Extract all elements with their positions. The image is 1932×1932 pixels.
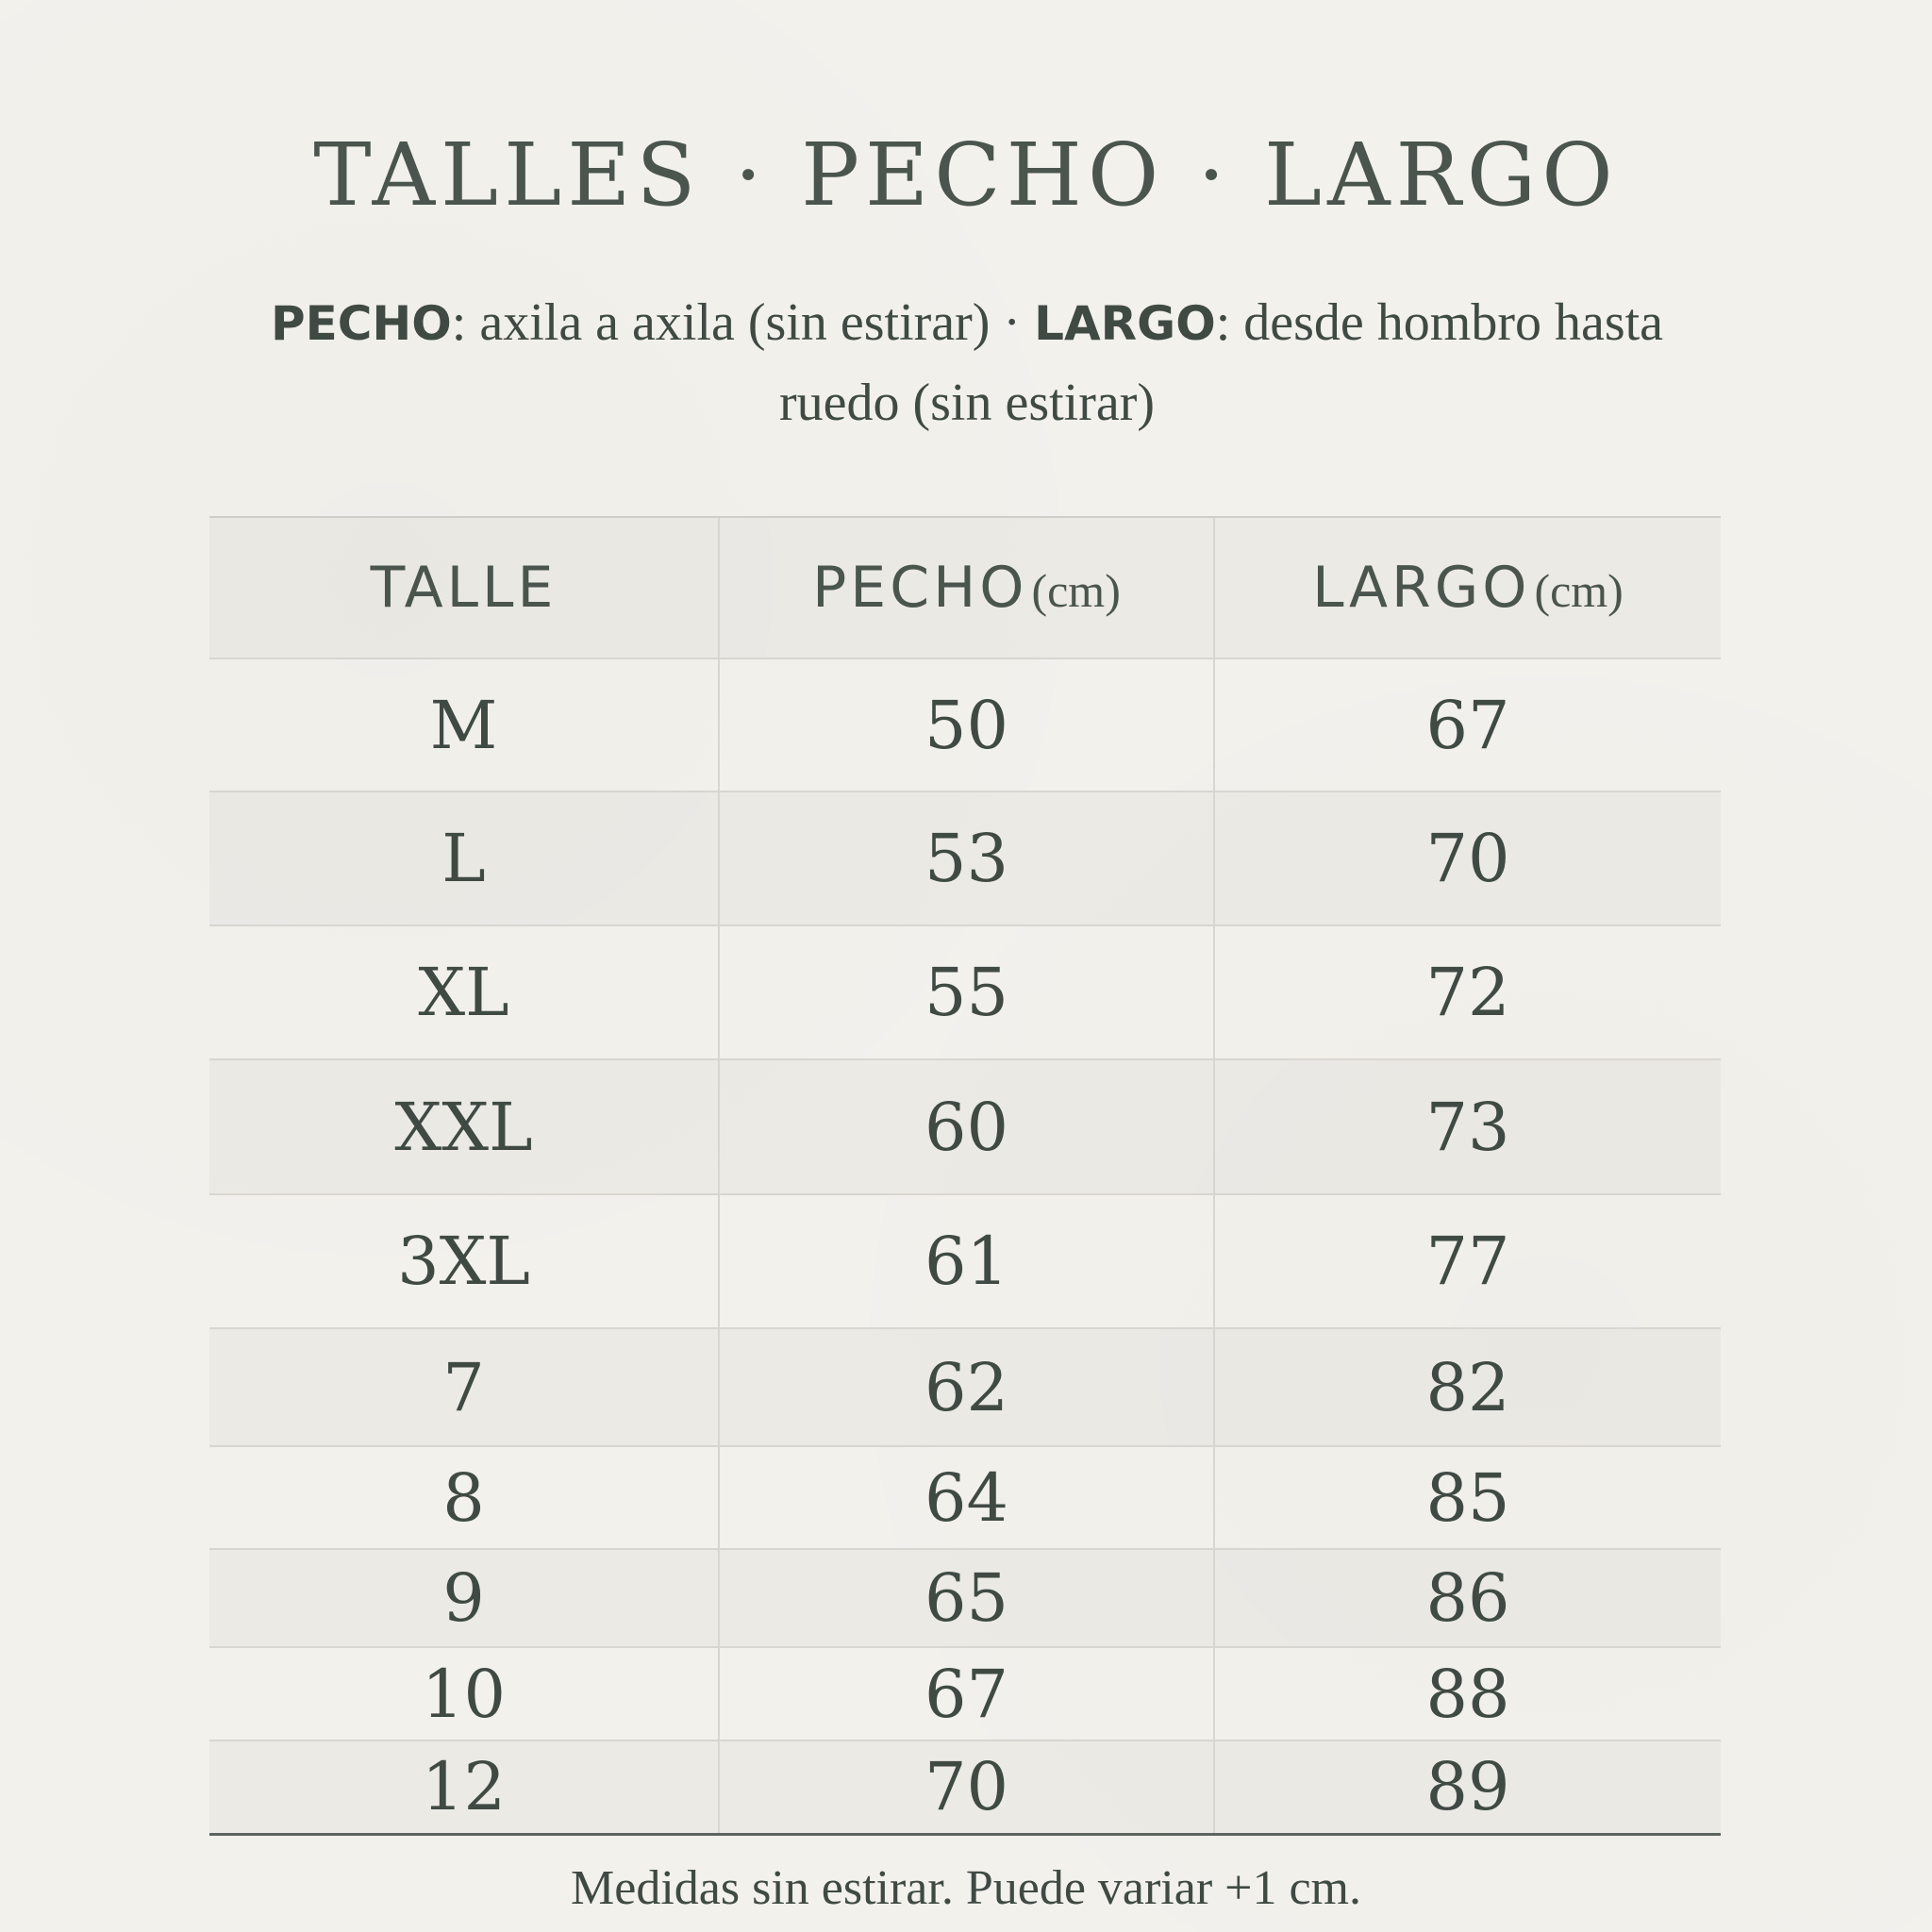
table-row bbox=[209, 925, 1721, 1059]
table-row bbox=[209, 658, 1721, 791]
pecho-cell: 60 bbox=[719, 1059, 1214, 1194]
table-header-row bbox=[209, 517, 1721, 658]
pecho-description: : axila a axila (sin estirar) · bbox=[451, 293, 1035, 352]
table-row bbox=[209, 1059, 1721, 1194]
largo-description: : desde hombro hasta ruedo (sin estirar) bbox=[778, 293, 1664, 432]
header-label: PECHO bbox=[812, 555, 1028, 621]
largo-cell: 86 bbox=[1214, 1549, 1721, 1647]
table-row bbox=[209, 1549, 1721, 1647]
largo-cell: 67 bbox=[1214, 658, 1721, 791]
header-label: TALLE bbox=[370, 555, 558, 621]
talle-cell: 3XL bbox=[209, 1194, 719, 1328]
pecho-cell: 53 bbox=[719, 791, 1214, 925]
largo-cell: 89 bbox=[1214, 1740, 1721, 1834]
largo-cell: 72 bbox=[1214, 925, 1721, 1059]
talle-cell: 8 bbox=[209, 1446, 719, 1549]
header-pecho bbox=[719, 517, 1214, 658]
pecho-cell: 50 bbox=[719, 658, 1214, 791]
header-label: LARGO bbox=[1312, 555, 1531, 621]
talle-cell: 7 bbox=[209, 1328, 719, 1446]
pecho-cell: 65 bbox=[719, 1549, 1214, 1647]
pecho-cell: 61 bbox=[719, 1194, 1214, 1328]
pecho-label: PECHO bbox=[270, 296, 452, 351]
pecho-cell: 62 bbox=[719, 1328, 1214, 1446]
talle-cell: L bbox=[209, 791, 719, 925]
measurement-description bbox=[236, 283, 1698, 442]
pecho-cell: 55 bbox=[719, 925, 1214, 1059]
page-title: TALLES · PECHO · LARGO bbox=[313, 125, 1619, 225]
largo-cell: 85 bbox=[1214, 1446, 1721, 1549]
largo-cell: 88 bbox=[1214, 1647, 1721, 1740]
table-row bbox=[209, 1647, 1721, 1740]
largo-label: LARGO bbox=[1034, 296, 1216, 351]
footnote: Medidas sin estirar. Puede variar +1 cm. bbox=[571, 1861, 1361, 1915]
talle-cell: 10 bbox=[209, 1647, 719, 1740]
table-row bbox=[209, 1194, 1721, 1328]
table-row bbox=[209, 1446, 1721, 1549]
largo-cell: 77 bbox=[1214, 1194, 1721, 1328]
talle-cell: 12 bbox=[209, 1740, 719, 1834]
talle-cell: XL bbox=[209, 925, 719, 1059]
pecho-cell: 64 bbox=[719, 1446, 1214, 1549]
table-row bbox=[209, 1740, 1721, 1834]
talle-cell: 9 bbox=[209, 1549, 719, 1647]
talle-cell: M bbox=[209, 658, 719, 791]
header-largo bbox=[1214, 517, 1721, 658]
table-row bbox=[209, 791, 1721, 925]
largo-cell: 73 bbox=[1214, 1059, 1721, 1194]
header-talle bbox=[209, 517, 719, 658]
header-unit: (cm) bbox=[1534, 564, 1624, 617]
size-table bbox=[209, 516, 1721, 1836]
largo-cell: 70 bbox=[1214, 791, 1721, 925]
talle-cell: XXL bbox=[209, 1059, 719, 1194]
pecho-cell: 70 bbox=[719, 1740, 1214, 1834]
largo-cell: 82 bbox=[1214, 1328, 1721, 1446]
pecho-cell: 67 bbox=[719, 1647, 1214, 1740]
header-unit: (cm) bbox=[1031, 564, 1121, 617]
table-row bbox=[209, 1328, 1721, 1446]
